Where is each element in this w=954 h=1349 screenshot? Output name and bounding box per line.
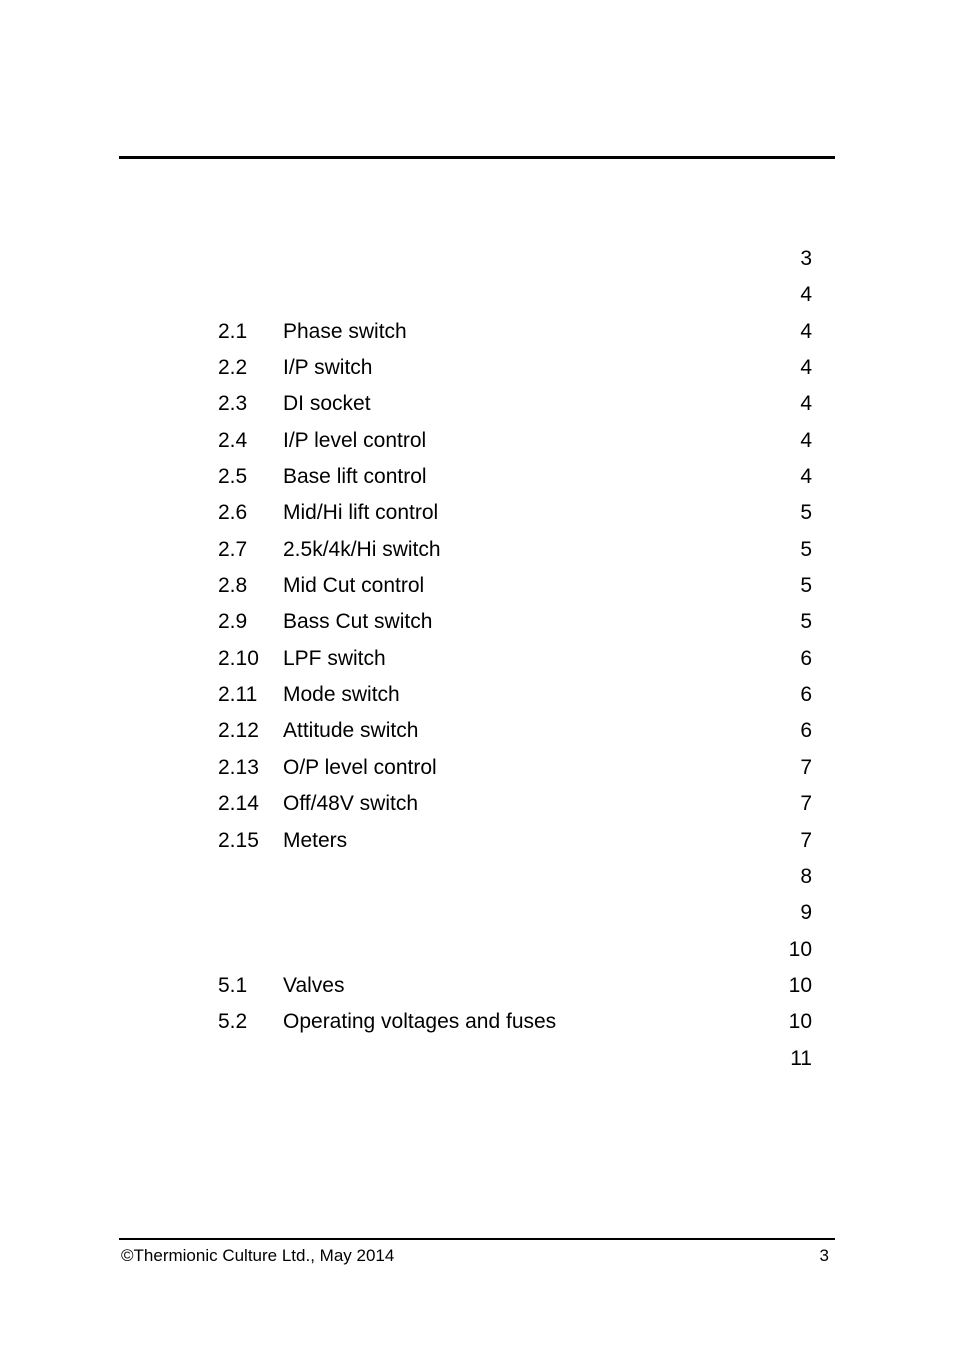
toc-entry-title: Operating voltages and fuses [283,1010,557,1034]
toc-entry-page: 10 [788,937,812,961]
toc-entry-page: 4 [800,392,812,416]
toc-entry [0,895,954,931]
footer-page-number: 3 [819,1246,829,1265]
toc-entry-title: Mid/Hi lift control [283,501,439,525]
toc-entry [0,750,954,786]
toc-entry-page: 9 [800,901,812,925]
toc-entry-number: 2.2 [218,356,248,380]
toc-entry-title: Mode switch [283,683,400,707]
toc-entry-page: 6 [800,646,812,670]
toc-entry [0,277,954,313]
toc-entry-title: Mid Cut control [283,574,425,598]
table-of-contents [0,241,954,1077]
toc-entry [0,823,954,859]
toc-entry-page: 6 [800,719,812,743]
toc-entry-page: 4 [800,319,812,343]
toc-entry [0,532,954,568]
toc-entry-page: 10 [788,973,812,997]
toc-entry [0,423,954,459]
toc-entry-title: I/P switch [283,356,373,380]
header-rule [119,156,835,159]
toc-entry-number: 2.10 [218,646,259,670]
toc-entry-page: 4 [800,356,812,380]
toc-entry-number: 2.4 [218,428,248,452]
footer-rule [119,1238,835,1240]
toc-entry-title: Off/48V switch [283,792,419,816]
toc-entry [0,1041,954,1077]
toc-entry-title: Attitude switch [283,719,419,743]
toc-entry-title: Valves [283,973,345,997]
toc-entry-page: 4 [800,283,812,307]
toc-entry-page: 7 [800,828,812,852]
toc-entry [0,932,954,968]
toc-entry-page: 5 [800,574,812,598]
toc-entry-number: 2.9 [218,610,248,634]
toc-entry-page: 11 [790,1046,812,1070]
toc-entry-number: 2.14 [218,792,259,816]
toc-entry-number: 2.6 [218,501,248,525]
page-footer [121,1245,829,1269]
toc-entry-page: 7 [800,792,812,816]
toc-entry-number: 2.5 [218,465,248,489]
toc-entry-page: 4 [800,428,812,452]
toc-entry-page: 10 [788,1010,812,1034]
toc-entry-number: 2.7 [218,537,248,561]
toc-entry-page: 5 [800,537,812,561]
toc-entry [0,713,954,749]
toc-entry [0,786,954,822]
toc-entry-title: O/P level control [283,755,437,779]
toc-entry [0,677,954,713]
toc-entry-number: 2.3 [218,392,248,416]
toc-entry-title: LPF switch [283,646,386,670]
toc-entry [0,859,954,895]
toc-entry-title: DI socket [283,392,371,416]
toc-entry-number: 2.13 [218,755,259,779]
toc-entry-number: 2.1 [218,319,248,343]
toc-entry-page: 5 [800,610,812,634]
toc-entry-page: 4 [800,465,812,489]
toc-entry [0,1004,954,1040]
toc-entry [0,968,954,1004]
toc-entry-title: Meters [283,828,348,852]
toc-entry [0,641,954,677]
toc-entry-title: 2.5k/4k/Hi switch [283,537,441,561]
toc-entry [0,568,954,604]
footer-copyright: ©Thermionic Culture Ltd., May 2014 [121,1246,395,1265]
toc-entry-title: Phase switch [283,319,407,343]
toc-entry-number: 5.2 [218,1010,248,1034]
toc-entry [0,604,954,640]
toc-entry-number: 5.1 [218,973,248,997]
toc-entry-title: Base lift control [283,465,427,489]
toc-entry-number: 2.12 [218,719,259,743]
toc-entry [0,350,954,386]
toc-entry-number: 2.8 [218,574,248,598]
toc-entry-page: 3 [800,247,812,270]
toc-entry-page: 6 [800,683,812,707]
toc-entry [0,386,954,422]
toc-entry [0,241,954,277]
toc-entry-number: 2.11 [218,683,258,707]
toc-entry-title: Bass Cut switch [283,610,433,634]
toc-entry-number: 2.15 [218,828,259,852]
toc-entry [0,495,954,531]
toc-entry [0,459,954,495]
toc-entry-page: 7 [800,755,812,779]
toc-entry-title: I/P level control [283,428,427,452]
toc-entry [0,314,954,350]
toc-entry-page: 8 [800,864,812,888]
toc-entry-page: 5 [800,501,812,525]
